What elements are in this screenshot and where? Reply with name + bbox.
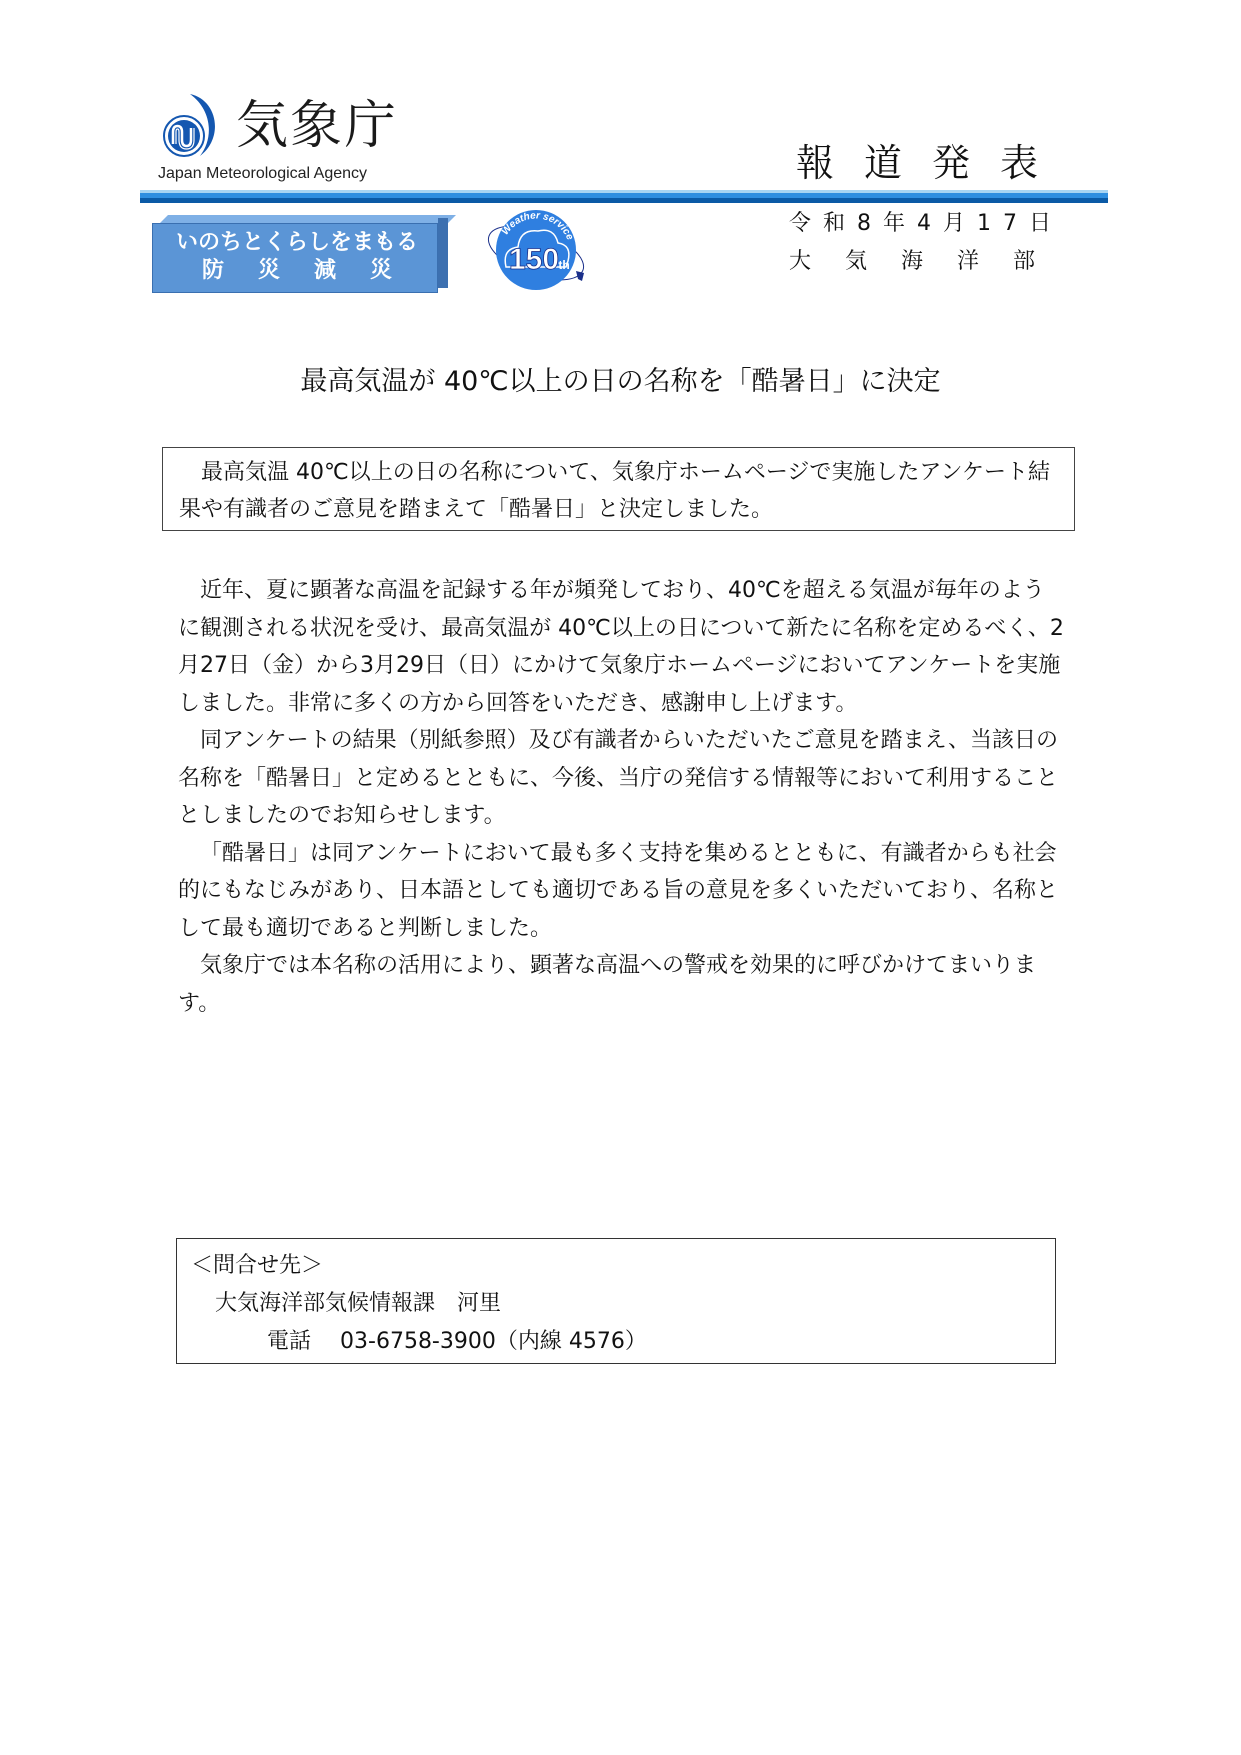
contact-section: 大気海洋部気候情報課 河里: [215, 1291, 502, 1316]
svg-text:th: th: [558, 258, 570, 272]
agency-name-ja: 気象庁: [236, 96, 399, 156]
slogan-line1: いのちとくらしをまもる: [175, 230, 418, 255]
agency-name-en: Japan Meteorological Agency: [158, 165, 368, 182]
phone-label: 電話: [267, 1329, 312, 1354]
slogan-line2: 防災減災: [201, 258, 426, 283]
weather-service-150th-badge-icon: [484, 205, 589, 295]
contact-phone-row: [267, 1325, 647, 1359]
release-date: 令和8年4月17日: [789, 211, 1063, 236]
summary-box: [162, 447, 1075, 531]
issuing-department: 大気海洋部: [789, 249, 1070, 274]
disaster-prevention-slogan: [152, 215, 450, 293]
press-release-label: 報道発表: [796, 141, 1069, 185]
svg-text:Weather service: Weather service: [499, 210, 576, 242]
summary-text: 最高気温 40℃以上の日の名称について、気象庁ホームページで実施したアンケート結果や有識者のご意見を踏まえて「酷暑日」と決定しました。: [179, 460, 1051, 522]
paragraph-4: 気象庁では本名称の活用により、顕著な高温への警戒を効果的に呼びかけてまいります。: [178, 953, 1037, 1016]
body-text: [178, 572, 1066, 1022]
svg-text:150: 150: [508, 243, 560, 276]
contact-heading: ＜問合せ先＞: [191, 1253, 324, 1278]
header-divider: [140, 190, 1108, 204]
paragraph-1: 近年、夏に顕著な高温を記録する年が頻発しており、40℃を超える気温が毎年のように観測される状況を受け、最高気温が 40℃以上の日について新たに名称を定めるべく、2月27日（金）から3月29日（日）にかけて気象庁ホームページにおいてアンケートを実施しました。非常に多くの方から回答をいただき、感謝申し上げます。: [178, 578, 1064, 716]
paragraph-3: 「酷暑日」は同アンケートにおいて最も多く支持を集めるとともに、有識者からも社会的にもなじみがあり、日本語としても適切である旨の意見を多くいただいており、名称として最も適切であると判断しました。: [178, 840, 1059, 941]
phone-number: 03-6758-3900（内線 4576）: [340, 1329, 647, 1354]
document-title: 最高気温が 40℃以上の日の名称を「酷暑日」に決定: [300, 366, 941, 397]
contact-box: [176, 1238, 1056, 1364]
paragraph-2: 同アンケートの結果（別紙参照）及び有識者からいただいたご意見を踏まえ、当該日の名称を「酷暑日」と定めるとともに、今後、当庁の発信する情報等において利用することとしましたのでお知らせします。: [178, 728, 1059, 828]
jma-logo-emblem-icon: [160, 92, 224, 162]
